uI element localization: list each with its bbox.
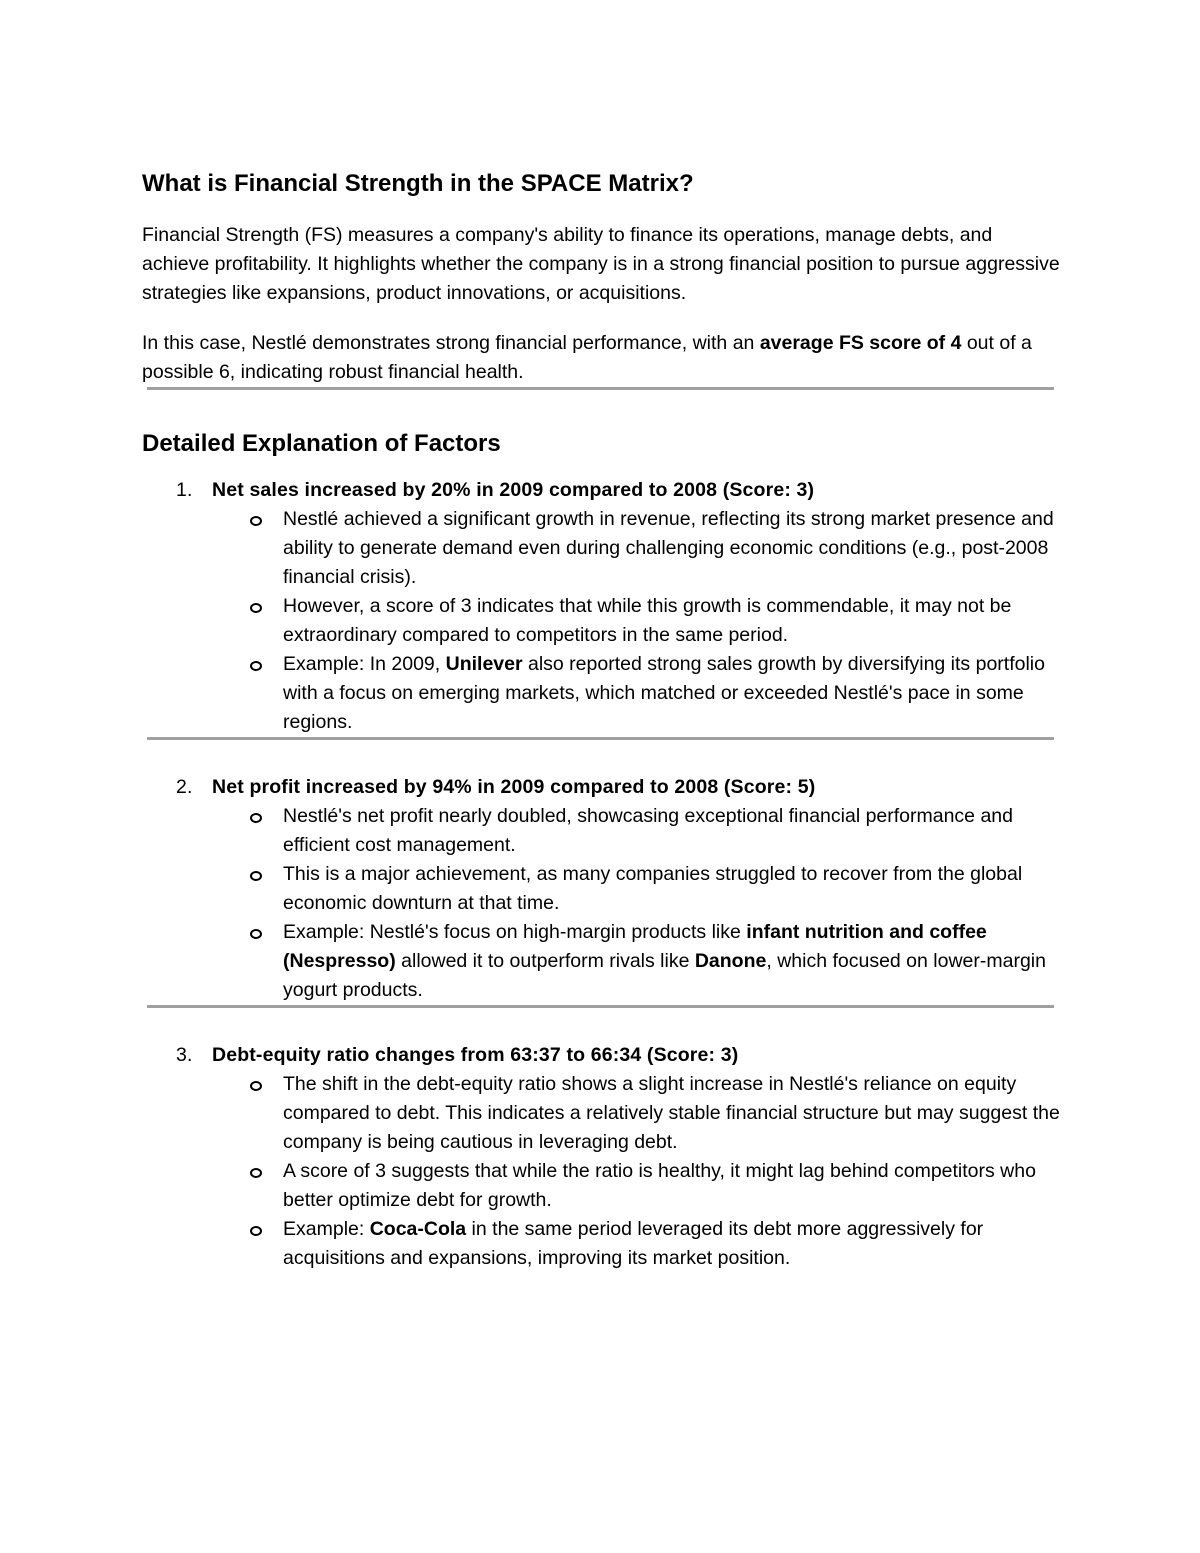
section-heading-financial-strength: What is Financial Strength in the SPACE Matrix? <box>142 170 694 197</box>
factor-title-text: Debt-equity ratio changes from 63:37 to 66:34 (Score: 3) <box>212 1044 739 1066</box>
product-highlight: infant nutrition and coffee (Nespresso) <box>283 921 987 972</box>
bullet-list <box>142 1070 1063 1273</box>
nestle-summary-paragraph <box>142 329 1062 387</box>
summary-text-end: out of a possible 6, indicating robust financial health. <box>142 332 1032 383</box>
intro-paragraph: Financial Strength (FS) measures a company's ability to finance its operations, manage debts, and achieve profitability. It highlights whether the company is in a strong financial position to pursue aggressive strategies like expansions, product innovations, or acquisitions. <box>142 224 1060 304</box>
bullet-list <box>142 802 1063 1005</box>
list-number: 3. <box>176 1044 193 1066</box>
hollow-bullet-icon <box>250 813 262 823</box>
factor-net-profit <box>142 773 1062 1005</box>
document-page <box>142 168 1062 1273</box>
section-heading-factors: Detailed Explanation of Factors <box>142 430 501 457</box>
hollow-bullet-icon <box>250 603 262 613</box>
list-item: The shift in the debt-equity ratio shows a slight increase in Nestlé's reliance on equity compared to debt. This indicates a relatively stable financial structure but may suggest the company is being cautious in leveraging debt. <box>283 1070 1063 1157</box>
hollow-bullet-icon <box>250 1168 262 1178</box>
hollow-bullet-icon <box>250 1081 262 1091</box>
horizontal-divider <box>147 1005 1054 1008</box>
list-item: Example: Nestlé's focus on high-margin products like infant nutrition and coffee (Nespresso) allowed it to outperform rivals like Danone, which focused on lower-margin yogurt products. <box>283 918 1063 1005</box>
hollow-bullet-icon <box>250 661 262 671</box>
company-name-danone: Danone <box>694 950 767 972</box>
horizontal-divider <box>147 387 1054 390</box>
hollow-bullet-icon <box>250 1226 262 1236</box>
average-fs-score: average FS score of 4 <box>759 332 962 354</box>
hollow-bullet-icon <box>250 929 262 939</box>
company-name-unilever: Unilever <box>445 653 523 675</box>
factor-title-text: Net profit increased by 94% in 2009 compared to 2008 (Score: 5) <box>212 776 816 798</box>
list-number: 2. <box>176 776 193 798</box>
factor-title-text: Net sales increased by 20% in 2009 compared to 2008 (Score: 3) <box>212 479 815 501</box>
list-item: However, a score of 3 indicates that while this growth is commendable, it may not be extraordinary compared to competitors in the same period. <box>283 592 1063 650</box>
list-number: 1. <box>176 479 193 501</box>
list-item: This is a major achievement, as many companies struggled to recover from the global economic downturn at that time. <box>283 860 1063 918</box>
hollow-bullet-icon <box>250 516 262 526</box>
list-item: Example: In 2009, Unilever also reported strong sales growth by diversifying its portfolio with a focus on emerging markets, which matched or exceeded Nestlé's pace in some regions. <box>283 650 1063 737</box>
list-item: Example: Coca-Cola in the same period leveraged its debt more aggressively for acquisitions and expansions, improving its market position. <box>283 1215 1063 1273</box>
summary-text-start: In this case, Nestlé demonstrates strong financial performance, with an <box>142 332 760 354</box>
list-item: Nestlé achieved a significant growth in revenue, reflecting its strong market presence and ability to generate demand even during challenging economic conditions (e.g., post-2008 financial crisis). <box>283 505 1063 592</box>
factor-title <box>142 1041 1062 1070</box>
company-name-coca-cola: Coca-Cola <box>369 1218 467 1240</box>
list-item: A score of 3 suggests that while the ratio is healthy, it might lag behind competitors who better optimize debt for growth. <box>283 1157 1063 1215</box>
factor-title <box>142 476 1062 505</box>
list-item: Nestlé's net profit nearly doubled, showcasing exceptional financial performance and efficient cost management. <box>283 802 1063 860</box>
factor-debt-equity <box>142 1041 1062 1273</box>
hollow-bullet-icon <box>250 871 262 881</box>
factor-net-sales <box>142 476 1062 737</box>
bullet-list <box>142 505 1063 737</box>
factor-title <box>142 773 1062 802</box>
horizontal-divider <box>147 737 1054 740</box>
